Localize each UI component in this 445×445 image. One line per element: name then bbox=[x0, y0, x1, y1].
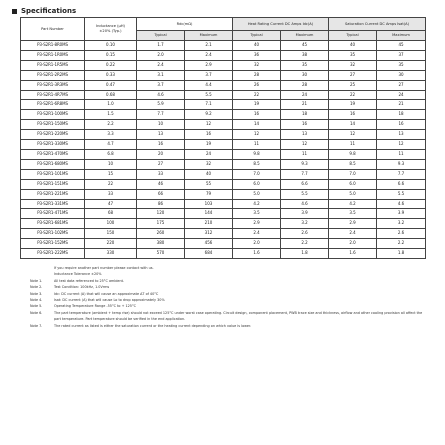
cell-idc-maximum: 3.9 bbox=[281, 209, 329, 219]
note-text: Idc: DC current (A) that will cause an approximate ΔT of 40°C bbox=[54, 291, 159, 296]
cell-isat-typical: 2.4 bbox=[329, 229, 377, 239]
specifications-table-body bbox=[21, 41, 426, 259]
cell-idc-typical: 16 bbox=[233, 110, 281, 120]
note-label: Note 7. bbox=[30, 323, 43, 328]
cell-idc-maximum: 28 bbox=[281, 80, 329, 90]
table-row bbox=[21, 199, 426, 209]
cell-part-number: P3-S2R1-1R5MS bbox=[21, 60, 85, 70]
cell-idc-maximum: 5.5 bbox=[281, 189, 329, 199]
note-label: Note 6. bbox=[30, 310, 43, 315]
cell-rdc-maximum: 210 bbox=[185, 219, 233, 229]
cell-part-number: P3-S2R1-151MS bbox=[21, 179, 85, 189]
cell-isat-maximum: 4.6 bbox=[377, 199, 426, 209]
cell-rdc-typical: 5.9 bbox=[137, 100, 185, 110]
header-inductance bbox=[85, 18, 137, 41]
cell-rdc-typical: 2.4 bbox=[137, 60, 185, 70]
cell-inductance: 220 bbox=[85, 239, 137, 249]
cell-isat-maximum: 11 bbox=[377, 149, 426, 159]
table-row bbox=[21, 209, 426, 219]
cell-idc-typical: 2.4 bbox=[233, 229, 281, 239]
table-row bbox=[21, 110, 426, 120]
cell-rdc-typical: 260 bbox=[137, 229, 185, 239]
cell-inductance: 68 bbox=[85, 209, 137, 219]
cell-isat-typical: 11 bbox=[329, 140, 377, 150]
cell-part-number: P3-S2R1-2R2MS bbox=[21, 70, 85, 80]
cell-part-number: P3-S2R1-470MS bbox=[21, 149, 85, 159]
cell-inductance: 6.8 bbox=[85, 149, 137, 159]
cell-inductance: 15 bbox=[85, 169, 137, 179]
cell-idc-typical: 14 bbox=[233, 120, 281, 130]
cell-part-number: P3-S2R1-220MS bbox=[21, 130, 85, 140]
cell-idc-maximum: 4.6 bbox=[281, 199, 329, 209]
table-row bbox=[21, 239, 426, 249]
note-label: Note 5. bbox=[30, 304, 43, 309]
cell-inductance: 22 bbox=[85, 179, 137, 189]
cell-isat-typical: 25 bbox=[329, 80, 377, 90]
cell-isat-maximum: 5.5 bbox=[377, 189, 426, 199]
table-row bbox=[21, 140, 426, 150]
cell-idc-typical: 7.0 bbox=[233, 169, 281, 179]
note-text: Test Condition: 100kHz, 1.0Vrms bbox=[54, 285, 110, 290]
cell-isat-typical: 9.8 bbox=[329, 149, 377, 159]
cell-isat-typical: 40 bbox=[329, 41, 377, 51]
cell-isat-maximum: 37 bbox=[377, 50, 426, 60]
cell-isat-maximum: 2.2 bbox=[377, 239, 426, 249]
cell-rdc-maximum: 40 bbox=[185, 169, 233, 179]
cell-idc-maximum: 21 bbox=[281, 100, 329, 110]
cell-idc-maximum: 30 bbox=[281, 70, 329, 80]
section-title bbox=[12, 4, 76, 18]
cell-inductance: 0.68 bbox=[85, 90, 137, 100]
cell-idc-maximum: 6.6 bbox=[281, 179, 329, 189]
cell-rdc-typical: 16 bbox=[137, 140, 185, 150]
cell-rdc-typical: 20 bbox=[137, 149, 185, 159]
cell-idc-maximum: 3.2 bbox=[281, 219, 329, 229]
cell-idc-maximum: 38 bbox=[281, 50, 329, 60]
cell-idc-maximum: 2.6 bbox=[281, 229, 329, 239]
table-row bbox=[21, 249, 426, 259]
cell-part-number: P3-S2R1-6R8MS bbox=[21, 100, 85, 110]
cell-part-number: P3-S2R1-331MS bbox=[21, 199, 85, 209]
table-row bbox=[21, 100, 426, 110]
cell-isat-maximum: 16 bbox=[377, 120, 426, 130]
cell-isat-typical: 22 bbox=[329, 90, 377, 100]
cell-rdc-maximum: 16 bbox=[185, 130, 233, 140]
table-row bbox=[21, 80, 426, 90]
cell-rdc-typical: 1.7 bbox=[137, 41, 185, 51]
cell-idc-maximum: 9.3 bbox=[281, 159, 329, 169]
note-item bbox=[30, 310, 430, 323]
table-row bbox=[21, 159, 426, 169]
note-text: Operating Temperature Range -55°C to + 125°C bbox=[54, 304, 137, 309]
cell-rdc-maximum: 103 bbox=[185, 199, 233, 209]
table-row bbox=[21, 219, 426, 229]
cell-inductance: 2.2 bbox=[85, 120, 137, 130]
cell-idc-maximum: 1.8 bbox=[281, 249, 329, 259]
cell-rdc-maximum: 24 bbox=[185, 149, 233, 159]
cell-isat-typical: 6.0 bbox=[329, 179, 377, 189]
cell-part-number: P3-S2R1-3R3MS bbox=[21, 80, 85, 90]
table-row bbox=[21, 41, 426, 51]
cell-rdc-typical: 120 bbox=[137, 209, 185, 219]
cell-isat-maximum: 2.6 bbox=[377, 229, 426, 239]
cell-isat-maximum: 3.2 bbox=[377, 219, 426, 229]
cell-idc-typical: 9.8 bbox=[233, 149, 281, 159]
cell-part-number: P3-S2R1-680MS bbox=[21, 159, 85, 169]
cell-isat-typical: 2.9 bbox=[329, 219, 377, 229]
cell-idc-maximum: 35 bbox=[281, 60, 329, 70]
cell-isat-maximum: 45 bbox=[377, 41, 426, 51]
cell-isat-maximum: 3.9 bbox=[377, 209, 426, 219]
cell-rdc-typical: 86 bbox=[137, 199, 185, 209]
header-part-number: Part Number bbox=[21, 18, 85, 41]
cell-rdc-typical: 3.1 bbox=[137, 70, 185, 80]
cell-inductance: 150 bbox=[85, 229, 137, 239]
cell-rdc-maximum: 684 bbox=[185, 249, 233, 259]
cell-idc-typical: 19 bbox=[233, 100, 281, 110]
header-saturation: Saturation Current DC Amps Isat(A) bbox=[329, 18, 426, 31]
cell-rdc-typical: 570 bbox=[137, 249, 185, 259]
note-label: Note 1. bbox=[30, 278, 43, 283]
cell-inductance: 0.33 bbox=[85, 70, 137, 80]
cell-inductance: 1.5 bbox=[85, 110, 137, 120]
header-rdc-typical: Typical bbox=[137, 31, 185, 41]
note-text: The part temperature (ambient + temp rise) should not exceed 125°C under worst case operating. Circuit design, component placement, PWB trace size and thickness, airflow and other cooling provision all affect the part temperature. Part temperature should be verified in the end application. bbox=[54, 310, 423, 322]
header-rdc: Rdc(mΩ) bbox=[137, 18, 233, 31]
cell-isat-maximum: 6.6 bbox=[377, 179, 426, 189]
cell-isat-maximum: 13 bbox=[377, 130, 426, 140]
note-text: The rated current as listed is either the saturation current or the heating current depending on which value is lower. bbox=[54, 323, 252, 328]
cell-inductance: 33 bbox=[85, 189, 137, 199]
table-row bbox=[21, 90, 426, 100]
cell-isat-typical: 5.0 bbox=[329, 189, 377, 199]
cell-part-number: P3-S2R1-102MS bbox=[21, 229, 85, 239]
cell-part-number: P3-S2R1-101MS bbox=[21, 169, 85, 179]
cell-part-number: P3-S2R1-100MS bbox=[21, 110, 85, 120]
cell-rdc-typical: 2.0 bbox=[137, 50, 185, 60]
cell-idc-maximum: 13 bbox=[281, 130, 329, 140]
cell-part-number: P3-S2R1-152MS bbox=[21, 239, 85, 249]
table-row bbox=[21, 130, 426, 140]
cell-isat-maximum: 35 bbox=[377, 60, 426, 70]
cell-inductance: 100 bbox=[85, 219, 137, 229]
cell-rdc-maximum: 2.1 bbox=[185, 41, 233, 51]
cell-idc-typical: 36 bbox=[233, 50, 281, 60]
note-text: All test data referenced to 25°C ambient. bbox=[54, 278, 125, 283]
table-row bbox=[21, 189, 426, 199]
cell-rdc-typical: 3.7 bbox=[137, 80, 185, 90]
cell-idc-typical: 3.5 bbox=[233, 209, 281, 219]
cell-inductance: 0.47 bbox=[85, 80, 137, 90]
table-row bbox=[21, 50, 426, 60]
cell-isat-maximum: 21 bbox=[377, 100, 426, 110]
note-label: Note 2. bbox=[30, 285, 43, 290]
section-title-text: Specifications bbox=[21, 7, 77, 15]
cell-part-number: P3-S2R1-330MS bbox=[21, 140, 85, 150]
cell-idc-maximum: 16 bbox=[281, 120, 329, 130]
cell-inductance: 4.7 bbox=[85, 140, 137, 150]
header-isat-maximum: Maximum bbox=[377, 31, 426, 41]
table-row bbox=[21, 70, 426, 80]
cell-idc-typical: 1.6 bbox=[233, 249, 281, 259]
cell-isat-typical: 2.0 bbox=[329, 239, 377, 249]
cell-isat-maximum: 7.7 bbox=[377, 169, 426, 179]
cell-isat-typical: 16 bbox=[329, 110, 377, 120]
cell-idc-maximum: 24 bbox=[281, 90, 329, 100]
cell-rdc-typical: 27 bbox=[137, 159, 185, 169]
cell-rdc-maximum: 12 bbox=[185, 120, 233, 130]
cell-idc-typical: 2.0 bbox=[233, 239, 281, 249]
cell-rdc-maximum: 312 bbox=[185, 229, 233, 239]
cell-inductance: 10 bbox=[85, 159, 137, 169]
header-idc-typical: Typical bbox=[233, 31, 281, 41]
cell-idc-typical: 8.5 bbox=[233, 159, 281, 169]
cell-part-number: P3-S2R1-1R0MS bbox=[21, 50, 85, 60]
header-heat-rating: Heat Rating Current DC Amps Idc(A) bbox=[233, 18, 329, 31]
cell-isat-typical: 3.5 bbox=[329, 209, 377, 219]
header-isat-typical: Typical bbox=[329, 31, 377, 41]
cell-isat-maximum: 30 bbox=[377, 70, 426, 80]
cell-idc-typical: 4.2 bbox=[233, 199, 281, 209]
cell-inductance: 0.22 bbox=[85, 60, 137, 70]
header-inductance-label: Inductance (μH) bbox=[96, 24, 125, 29]
cell-idc-typical: 32 bbox=[233, 60, 281, 70]
cell-isat-typical: 32 bbox=[329, 60, 377, 70]
cell-inductance: 0.15 bbox=[85, 50, 137, 60]
cell-inductance: 3.3 bbox=[85, 130, 137, 140]
cell-isat-typical: 35 bbox=[329, 50, 377, 60]
cell-isat-typical: 19 bbox=[329, 100, 377, 110]
cell-idc-typical: 22 bbox=[233, 90, 281, 100]
cell-rdc-maximum: 32 bbox=[185, 159, 233, 169]
cell-rdc-maximum: 7.1 bbox=[185, 100, 233, 110]
cell-isat-typical: 12 bbox=[329, 130, 377, 140]
cell-idc-typical: 28 bbox=[233, 70, 281, 80]
cell-rdc-maximum: 2.9 bbox=[185, 60, 233, 70]
table-row bbox=[21, 229, 426, 239]
square-bullet-icon bbox=[12, 9, 17, 14]
cell-isat-typical: 27 bbox=[329, 70, 377, 80]
cell-idc-maximum: 2.2 bbox=[281, 239, 329, 249]
cell-isat-typical: 14 bbox=[329, 120, 377, 130]
cell-rdc-typical: 13 bbox=[137, 130, 185, 140]
notes-section bbox=[30, 265, 430, 329]
note-label: Note 4. bbox=[30, 298, 43, 303]
table-row bbox=[21, 169, 426, 179]
cell-isat-maximum: 12 bbox=[377, 140, 426, 150]
cell-part-number: P3-S2R1-471MS bbox=[21, 209, 85, 219]
cell-idc-typical: 6.0 bbox=[233, 179, 281, 189]
header-idc-maximum: Maximum bbox=[281, 31, 329, 41]
cell-idc-maximum: 7.7 bbox=[281, 169, 329, 179]
header-inductance-tolerance: ±20% (Typ.) bbox=[99, 29, 122, 33]
cell-isat-typical: 8.5 bbox=[329, 159, 377, 169]
cell-part-number: P3-S2R1-222MS bbox=[21, 249, 85, 259]
cell-rdc-maximum: 19 bbox=[185, 140, 233, 150]
cell-inductance: 330 bbox=[85, 249, 137, 259]
cell-inductance: 1.0 bbox=[85, 100, 137, 110]
table-row bbox=[21, 149, 426, 159]
cell-rdc-typical: 10 bbox=[137, 120, 185, 130]
table-row bbox=[21, 60, 426, 70]
cell-rdc-typical: 175 bbox=[137, 219, 185, 229]
cell-idc-maximum: 12 bbox=[281, 140, 329, 150]
cell-idc-typical: 11 bbox=[233, 140, 281, 150]
cell-isat-typical: 1.6 bbox=[329, 249, 377, 259]
cell-rdc-typical: 46 bbox=[137, 179, 185, 189]
table-row bbox=[21, 179, 426, 189]
cell-part-number: P3-S2R1-4R7MS bbox=[21, 90, 85, 100]
specifications-table bbox=[20, 17, 426, 259]
cell-isat-maximum: 18 bbox=[377, 110, 426, 120]
cell-isat-typical: 7.0 bbox=[329, 169, 377, 179]
cell-idc-typical: 2.9 bbox=[233, 219, 281, 229]
cell-isat-maximum: 9.3 bbox=[377, 159, 426, 169]
cell-rdc-typical: 33 bbox=[137, 169, 185, 179]
cell-rdc-maximum: 2.4 bbox=[185, 50, 233, 60]
cell-rdc-maximum: 55 bbox=[185, 179, 233, 189]
note-item bbox=[30, 323, 430, 329]
cell-rdc-maximum: 456 bbox=[185, 239, 233, 249]
cell-rdc-typical: 4.6 bbox=[137, 90, 185, 100]
cell-isat-maximum: 24 bbox=[377, 90, 426, 100]
cell-idc-maximum: 11 bbox=[281, 149, 329, 159]
cell-idc-maximum: 45 bbox=[281, 41, 329, 51]
cell-isat-maximum: 1.8 bbox=[377, 249, 426, 259]
cell-rdc-maximum: 3.7 bbox=[185, 70, 233, 80]
cell-isat-typical: 4.2 bbox=[329, 199, 377, 209]
cell-rdc-typical: 7.7 bbox=[137, 110, 185, 120]
cell-idc-typical: 5.0 bbox=[233, 189, 281, 199]
cell-inductance: 0.10 bbox=[85, 41, 137, 51]
cell-part-number: P3-S2R1-681MS bbox=[21, 219, 85, 229]
cell-rdc-maximum: 9.2 bbox=[185, 110, 233, 120]
cell-part-number: P3-S2R1-8R0MS bbox=[21, 41, 85, 51]
cell-rdc-maximum: 5.5 bbox=[185, 90, 233, 100]
note-text: If you require another part number please contact with us. bbox=[54, 266, 154, 270]
cell-rdc-typical: 380 bbox=[137, 239, 185, 249]
cell-idc-maximum: 18 bbox=[281, 110, 329, 120]
cell-inductance: 47 bbox=[85, 199, 137, 209]
cell-rdc-maximum: 79 bbox=[185, 189, 233, 199]
note-text: Inductance Tolerance ±20% bbox=[54, 272, 102, 277]
note-label: Note 3. bbox=[30, 291, 43, 296]
cell-part-number: P3-S2R1-221MS bbox=[21, 189, 85, 199]
cell-idc-typical: 26 bbox=[233, 80, 281, 90]
cell-idc-typical: 12 bbox=[233, 130, 281, 140]
cell-isat-maximum: 27 bbox=[377, 80, 426, 90]
cell-rdc-maximum: 4.4 bbox=[185, 80, 233, 90]
cell-idc-typical: 40 bbox=[233, 41, 281, 51]
cell-rdc-maximum: 144 bbox=[185, 209, 233, 219]
cell-rdc-typical: 66 bbox=[137, 189, 185, 199]
cell-part-number: P3-S2R1-150MS bbox=[21, 120, 85, 130]
note-text: Isat: DC current (A) that will cause Lo to drop approximately 30% bbox=[54, 298, 165, 303]
header-rdc-maximum: Maximum bbox=[185, 31, 233, 41]
table-row bbox=[21, 120, 426, 130]
